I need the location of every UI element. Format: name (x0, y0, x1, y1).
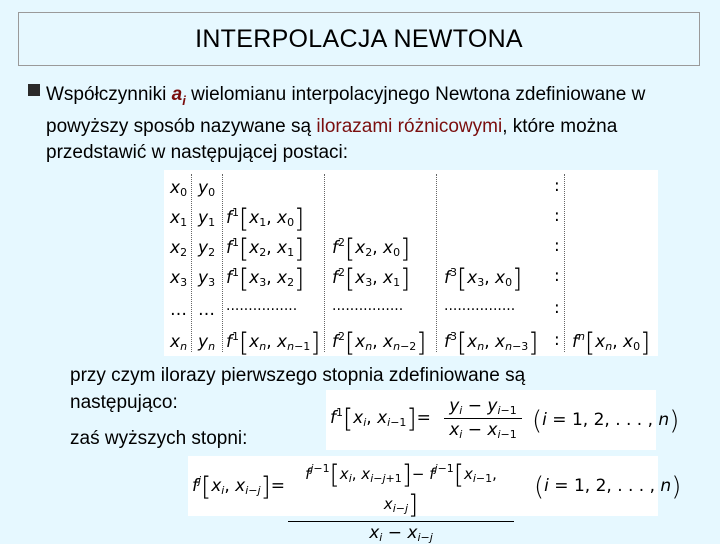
table-cell-f3-n: $f^3[x_n$, $x_{n-3}$] (444, 328, 539, 358)
intro-text-3: , które można przedstawić w następującej postaci: (46, 115, 618, 163)
table-cell-f3-dots: ................ (444, 298, 516, 314)
table-cell-f1-2: $f^1[x_2$, $x_1$] (226, 234, 305, 264)
formula1-lhs: $f^1[x_i$, $x_{i-1}]=$ (330, 404, 431, 434)
table-cell-f3-3: $f^3[x_3$, $x_0$] (444, 264, 523, 294)
table-cell-y0: $y_0$ (198, 178, 216, 199)
table-vdots: : (554, 298, 560, 318)
table-divider (222, 174, 223, 352)
coefficient-letter: a (171, 84, 183, 105)
intro-text-2: wielomianu interpolacyjnego Newtona zdefiniowane w powyższy sposób nazywane są (46, 84, 646, 137)
table-cell-f2-dots: ................ (332, 298, 404, 314)
table-cell-f2-3: $f^2[x_3$, $x_1$] (332, 264, 411, 294)
higher-order-text: zaś wyższych stopni: (70, 428, 248, 449)
table-cell-xn: $x_n$ (170, 332, 188, 353)
formulaj-lhs: $f^j[x_i$, $x_{i-j}]=$ (192, 472, 285, 502)
table-cell-yn: $y_n$ (198, 332, 216, 353)
table-cell-f1-1: $f^1[x_1$, $x_0$] (226, 204, 305, 234)
table-cell-f1-n: $f^1[x_n$, $x_{n-1}$] (226, 328, 321, 358)
table-cell-y2: $y_2$ (198, 238, 216, 259)
intro-paragraph (46, 82, 656, 166)
formula1-range: (i = 1, 2, . . . , n) (532, 406, 680, 436)
table-divider (324, 174, 325, 352)
intro-text-1: Współczynniki (46, 84, 172, 105)
table-cell-fn: $f^n[x_n$, $x_0$] (572, 328, 651, 358)
table-vdots: : (554, 330, 560, 350)
table-cell-x1: $x_1$ (170, 208, 188, 229)
table-vdots: : (554, 176, 560, 196)
title-box (18, 12, 700, 66)
table-cell-f2-n: $f^2[x_n$, $x_{n-2}$] (332, 328, 427, 358)
table-cell-f1-dots: ................ (226, 298, 298, 314)
table-cell-y1: $y_1$ (198, 208, 216, 229)
table-cell-xdots: … (170, 300, 187, 320)
table-vdots: : (554, 266, 560, 286)
formula1-fraction: $y_i - y_{i-1}$ $x_i - x_{i-1}$ (444, 396, 522, 441)
table-divider (564, 174, 565, 352)
coefficient-subscript: i (182, 92, 186, 108)
table-cell-x0: $x_0$ (170, 178, 188, 199)
table-cell-ydots: … (198, 300, 215, 320)
divided-difference-table (164, 170, 658, 356)
formulaj-fraction: $f^{j-1}[x_i$, $x_{i-j+1}]- f^{j-1}[x_{i-1}$, $x_{i-j}$] $x_i - x_{i-j}$ (288, 460, 514, 544)
first-order-text: przy czym ilorazy pierwszego stopnia zdefiniowane są następująco: (70, 365, 526, 413)
table-cell-x2: $x_2$ (170, 238, 188, 259)
table-divider (191, 174, 192, 352)
table-divider (436, 174, 437, 352)
formulaj-range: (i = 1, 2, . . . , n) (534, 472, 682, 502)
table-cell-x3: $x_3$ (170, 268, 188, 289)
highlight-term: ilorazami różnicowymi (316, 115, 503, 137)
table-cell-y3: $y_3$ (198, 268, 216, 289)
slide-title: INTERPOLACJA NEWTONA (195, 24, 523, 53)
bullet-square-icon (28, 84, 40, 96)
table-cell-f2-2: $f^2[x_2$, $x_0$] (332, 234, 411, 264)
higher-order-formula (188, 456, 682, 544)
table-vdots: : (554, 236, 560, 256)
coefficient-ai (171, 84, 186, 108)
first-order-formula (326, 390, 680, 450)
table-cell-f1-3: $f^1[x_3$, $x_2$] (226, 264, 305, 294)
table-vdots: : (554, 206, 560, 226)
